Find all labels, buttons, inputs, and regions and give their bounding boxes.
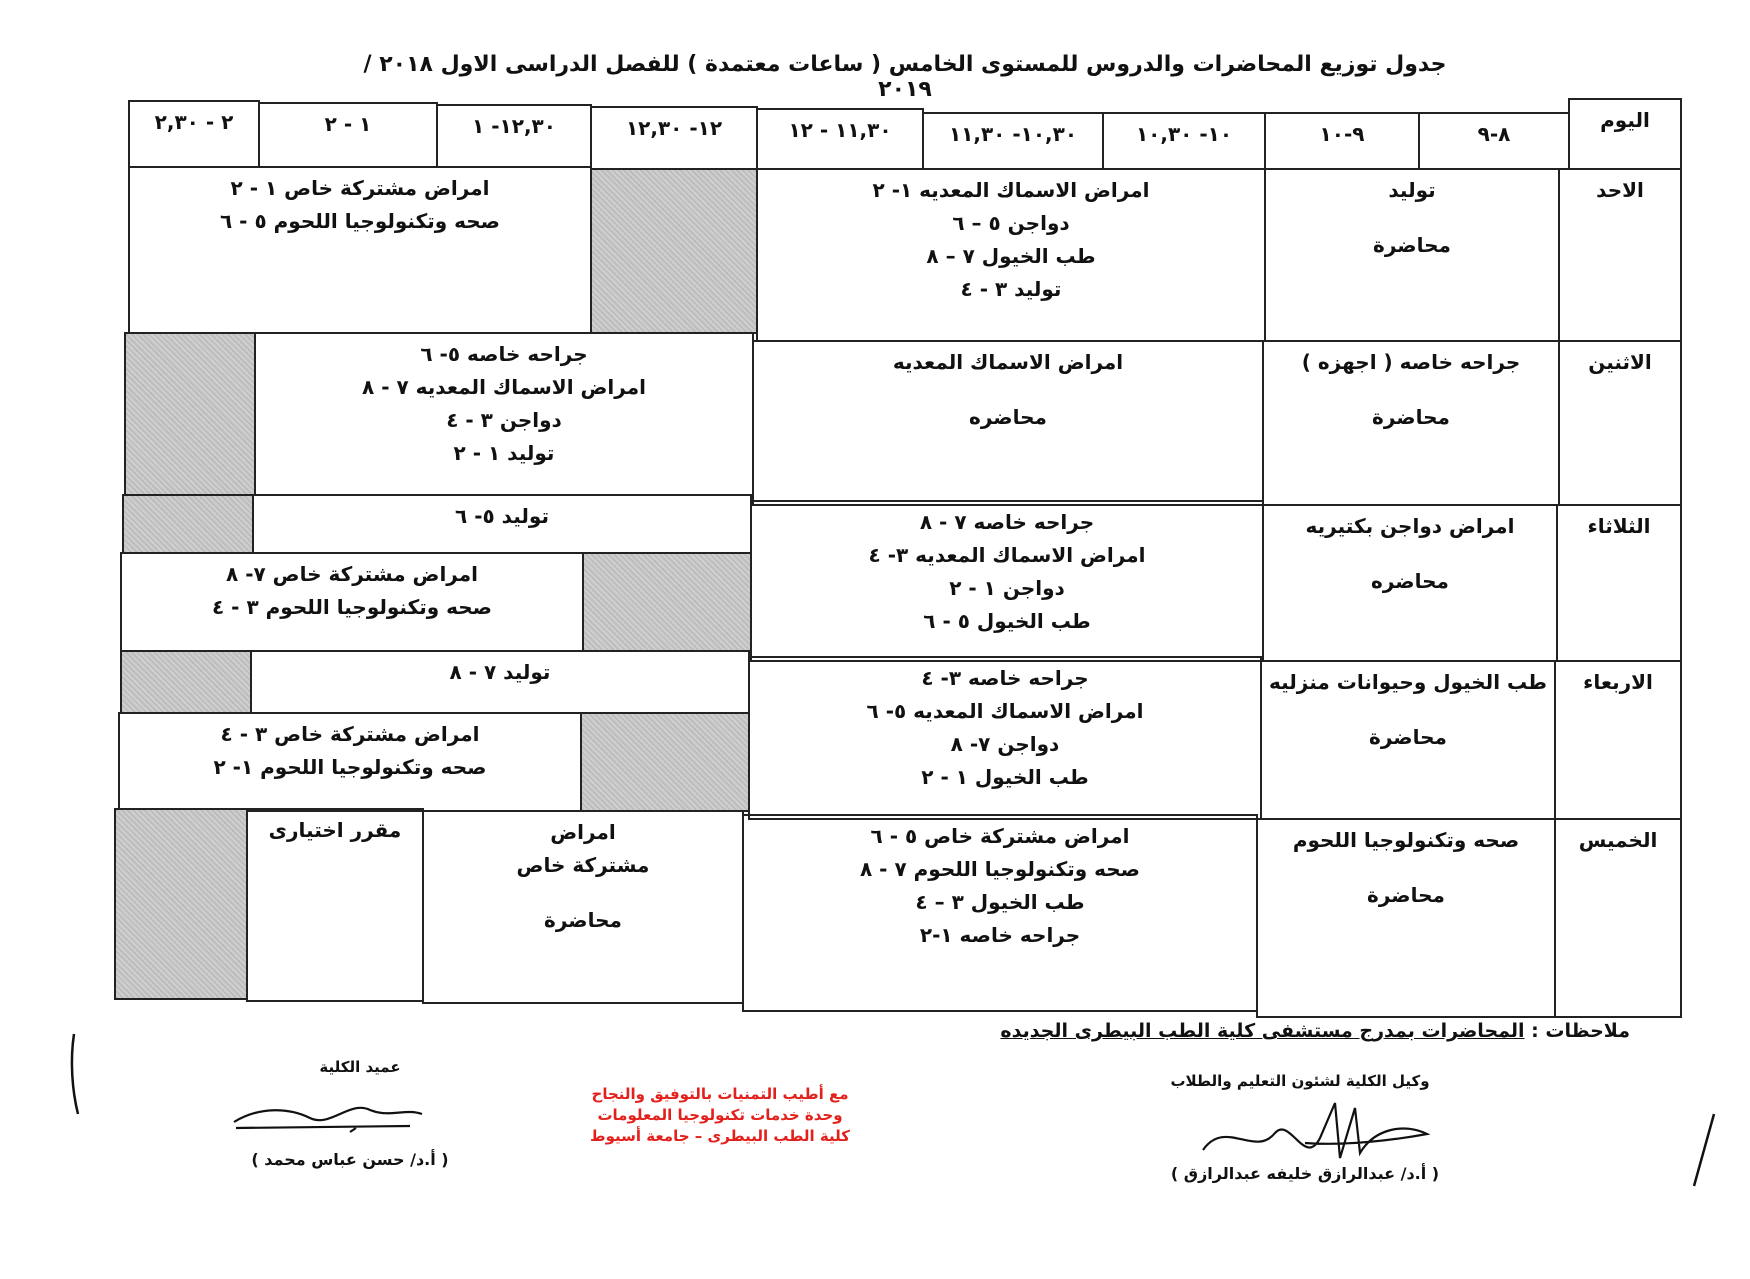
tue-late-a-cell <box>252 494 752 554</box>
cell-line: توليد ٧ - ٨ <box>449 660 551 684</box>
cell-line: توليد ٥- ٦ <box>455 504 549 528</box>
dean-signature <box>230 1088 430 1138</box>
cell-line: امراض الاسماك المعديه ٧ - ٨ <box>362 375 646 399</box>
shaded-cell <box>580 712 750 812</box>
header-slot: ٨-٩ <box>1418 112 1570 170</box>
day-sunday: الاحد <box>1558 168 1682 342</box>
notes-label: ملاحظات : <box>1531 1020 1630 1042</box>
day-tuesday: الثلاثاء <box>1556 504 1682 662</box>
cell-line: امراض مشتركة خاص ١ - ٢ <box>230 176 490 200</box>
cell-line: امراض مشتركة خاص ٧- ٨ <box>226 562 478 586</box>
mon-late-cell <box>254 332 754 496</box>
cell-line: دواجن ٧- ٨ <box>950 732 1060 756</box>
cell-line: مشتركة خاص <box>516 853 650 877</box>
cell-line: امراض الاسماك المعديه ٥- ٦ <box>866 699 1144 723</box>
thu-late-b-cell <box>246 808 424 1002</box>
header-slot: ١٠- ١٠,٣٠ <box>1102 112 1266 170</box>
cell-line: مقرر اختيارى <box>268 818 402 842</box>
footer-line: كلية الطب البيطرى – جامعة أسيوط <box>590 1127 850 1145</box>
cell-line: امراض الاسماك المعديه <box>892 350 1124 374</box>
cell-line: صحه وتكنولوجيا اللحوم ٥ - ٦ <box>220 209 500 233</box>
cell-line: صحه وتكنولوجيا اللحوم ٧ - ٨ <box>860 857 1140 881</box>
page-title: جدول توزيع المحاضرات والدروس للمستوى الخامس ( ساعات معتمدة ) للفصل الدراسى الاول ٢٠١٨ / ٢٠١٩ <box>363 52 1447 102</box>
cell-line: امراض الاسماك المعديه ٣- ٤ <box>868 543 1146 567</box>
dean-title: عميد الكلية <box>319 1058 401 1076</box>
vice-dean-title: وكيل الكلية لشئون التعليم والطلاب <box>1170 1072 1430 1090</box>
cell-line: طب الخيول ٣ – ٤ <box>915 890 1085 914</box>
header-slot: ٢ - ٢,٣٠ <box>128 100 260 168</box>
footer-line: مع أطيب التمنيات بالتوفيق والنجاح <box>591 1085 849 1103</box>
cell-line: طب الخيول ٧ – ٨ <box>926 244 1096 268</box>
cell-line: توليد <box>1388 178 1436 202</box>
cell-line: جراحه خاصه ٧ - ٨ <box>919 510 1095 534</box>
day-wednesday: الاربعاء <box>1554 660 1682 820</box>
day-thursday: الخميس <box>1554 818 1682 1018</box>
cell-line: جراحه خاصه ( اجهزه ) <box>1301 350 1521 374</box>
cell-line: جراحه خاصه ٥- ٦ <box>420 342 588 366</box>
cell-line: دواجن ٥ – ٦ <box>952 211 1070 235</box>
footer-message <box>560 1084 880 1147</box>
cell-line: محاضره <box>1371 569 1449 593</box>
margin-mark <box>1680 1110 1720 1190</box>
sun-morning-cell <box>1264 168 1560 342</box>
cell-line: امراض دواجن بكتيريه <box>1305 514 1515 538</box>
tue-late-b-cell <box>120 552 584 652</box>
shaded-cell <box>124 332 256 496</box>
cell-line: محاضرة <box>1372 405 1450 429</box>
sun-late-cell <box>128 166 592 334</box>
notes-text: المحاضرات بمدرج مستشفى كلية الطب البيطرى الجديده <box>1000 1020 1525 1042</box>
wed-morning-cell <box>1260 660 1556 820</box>
thu-morning-cell <box>1256 818 1556 1018</box>
wed-late-b-cell <box>118 712 582 812</box>
cell-line: امراض مشتركة خاص ٥ - ٦ <box>870 824 1130 848</box>
thu-mid-cell <box>742 814 1258 1012</box>
cell-line: محاضرة <box>1367 883 1445 907</box>
shaded-cell <box>582 552 752 652</box>
cell-line: صحه وتكنولوجيا اللحوم ١- ٢ <box>213 755 487 779</box>
day-monday: الاثنين <box>1558 340 1682 506</box>
margin-mark <box>60 1030 90 1120</box>
cell-line: دواجن ١ - ٢ <box>949 576 1065 600</box>
header-slot: ١٢,٣٠- ١ <box>436 104 592 168</box>
header-slot: ١٢- ١٢,٣٠ <box>590 106 758 170</box>
cell-line: دواجن ٣ - ٤ <box>446 408 562 432</box>
sun-mid-cell <box>756 168 1266 342</box>
cell-line: امراض مشتركة خاص ٣ - ٤ <box>220 722 480 746</box>
cell-line: محاضرة <box>1369 725 1447 749</box>
footer-line: وحدة خدمات تكنولوجيا المعلومات <box>597 1106 843 1124</box>
cell-line: توليد ٣ - ٤ <box>960 277 1062 301</box>
cell-line: محاضرة <box>544 908 622 932</box>
notes <box>1000 1020 1630 1042</box>
shaded-cell <box>590 168 758 334</box>
cell-line: طب الخيول ٥ - ٦ <box>923 609 1091 633</box>
cell-line: طب الخيول وحيوانات منزليه <box>1268 670 1548 694</box>
header-slot: ١ - ٢ <box>258 102 438 168</box>
cell-line: صحه وتكنولوجيا اللحوم <box>1292 828 1520 852</box>
cell-line: محاضرة <box>1373 233 1451 257</box>
cell-line: امراض <box>550 820 616 844</box>
cell-line: محاضره <box>969 405 1047 429</box>
thu-late-a-cell <box>422 810 744 1004</box>
tue-morning-cell <box>1262 504 1558 662</box>
vice-dean-name: ( أ.د/ عبدالرازق خليفه عبدالرازق ) <box>1170 1164 1440 1183</box>
cell-line: توليد ١ - ٢ <box>453 441 555 465</box>
dean-name: ( أ.د/ حسن عباس محمد ) <box>251 1150 449 1169</box>
header-slot: ١٠,٣٠- ١١,٣٠ <box>922 112 1104 170</box>
wed-late-a-cell <box>250 650 750 714</box>
wed-mid-cell <box>748 656 1262 820</box>
shaded-cell <box>114 808 248 1000</box>
vice-dean-signature <box>1195 1098 1435 1168</box>
shaded-cell <box>122 494 254 554</box>
shaded-cell <box>120 650 252 714</box>
cell-line: جراحه خاصه ٣- ٤ <box>921 666 1089 690</box>
cell-line: طب الخيول ١ - ٢ <box>921 765 1089 789</box>
tue-mid-cell <box>750 500 1264 662</box>
header-day: اليوم <box>1568 98 1682 170</box>
cell-line: جراحه خاصه ١-٢ <box>919 923 1081 947</box>
cell-line: امراض الاسماك المعديه ١- ٢ <box>872 178 1150 202</box>
mon-morning-cell <box>1262 340 1560 506</box>
header-slot: ١١,٣٠ - ١٢ <box>756 108 924 170</box>
header-slot: ٩-١٠ <box>1264 112 1420 170</box>
cell-line: صحه وتكنولوجيا اللحوم ٣ - ٤ <box>212 595 492 619</box>
mon-mid-cell <box>752 340 1264 506</box>
